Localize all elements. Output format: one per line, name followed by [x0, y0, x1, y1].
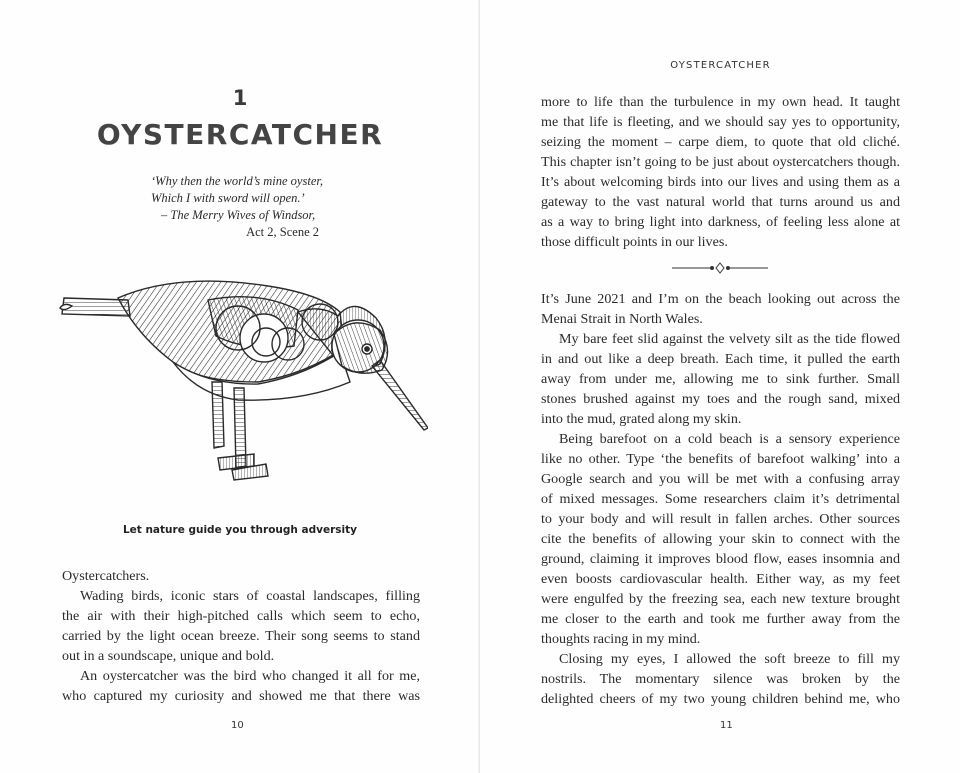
text-line: Oystercatchers. — [62, 568, 150, 584]
text-line: me that life is fleeting, and we should say yes to opportunity, — [541, 114, 900, 130]
chapter-number: 1 — [232, 86, 248, 110]
text-line: out in a soundscape, unique and bold. — [62, 648, 275, 664]
text-line: Menai Strait in North Wales. — [541, 311, 703, 327]
text-line: away from under me, allowing me to sink further. Small — [541, 371, 900, 387]
epigraph — [151, 173, 331, 241]
text-line: to your body and will result in fallen arches. Other sources — [541, 511, 900, 527]
text-line: like no other. Type ‘the benefits of barefoot walking’ into a — [541, 451, 900, 467]
text-line: Wading birds, iconic stars of coastal landscapes, filling — [80, 588, 420, 604]
text-line: into the mud, grated along my skin. — [541, 411, 742, 427]
text-line: It’s about welcoming birds into our lives and using them as a — [541, 174, 900, 190]
running-head: OYSTERCATCHER — [670, 60, 771, 71]
text-line: An oystercatcher was the bird who changed it all for me, — [80, 668, 420, 684]
epigraph-attribution: – The Merry Wives of Windsor, — [161, 208, 316, 222]
section-divider-ornament — [670, 262, 770, 274]
text-line: Being barefoot on a cold beach is a sensory experience — [559, 431, 900, 447]
epigraph-line: ‘Why then the world’s mine oyster, — [151, 174, 323, 188]
text-line: Closing my eyes, I allowed the soft breeze to fill my — [559, 651, 900, 667]
text-line: delighted cheers of my two young children behind me, who — [541, 691, 900, 707]
right-body-text-top — [541, 92, 900, 252]
text-line: thoughts racing in my mind. — [541, 631, 701, 647]
text-line: nostrils. The momentary silence was broken by the — [541, 671, 900, 687]
illustration-caption: Let nature guide you through adversity — [122, 524, 358, 536]
text-line: stones brushed against my toes and the rough sand, mixed — [541, 391, 900, 407]
text-line: My bare feet slid against the velvety silt as the tide flowed — [559, 331, 900, 347]
text-line: more to life than the turbulence in my own head. It taught — [541, 94, 900, 110]
text-line: as a way to bring light into darkness, of feeling less alone at — [541, 214, 900, 230]
text-line: those difficult points in our lives. — [541, 234, 728, 250]
chapter-title: OYSTERCATCHER — [96, 118, 384, 151]
epigraph-line: Which I with sword will open.’ — [151, 191, 305, 205]
text-line: It’s June 2021 and I’m on the beach looking out across the — [541, 291, 900, 307]
right-body-text-bottom — [541, 289, 900, 709]
text-line: This chapter isn’t going to be just about oystercatchers though. — [541, 154, 900, 170]
text-line: seizing the moment – carpe diem, to quote that old cliché. — [541, 134, 900, 150]
left-body-text — [62, 566, 420, 706]
text-line: cite the benefits of allowing your skin to connect with the — [541, 531, 900, 547]
text-line: who captured my curiosity and showed me that there was — [62, 688, 420, 704]
text-line: even boosts cardiovascular health. Either way, as my feet — [541, 571, 900, 587]
text-line: in and out like a deep breath. Each time, it pulled the earth — [541, 351, 900, 367]
text-line: gateway to the vast natural world that turns around us and — [541, 194, 900, 210]
text-line: of mixed messages. Some researchers claim it’s detrimental — [541, 491, 900, 507]
oystercatcher-bird-illustration — [58, 270, 428, 500]
text-line: me closer to the earth and took me further away from the — [541, 611, 900, 627]
text-line: were engulfed by the freezing sea, each new texture brought — [541, 591, 900, 607]
page-number: 10 — [231, 720, 244, 731]
page-number: 11 — [720, 720, 733, 731]
text-line: carried by the light ocean breeze. Their song seems to stand — [62, 628, 420, 644]
text-line: ground, claiming it improves blood flow, eases insomnia and — [541, 551, 900, 567]
text-line: the air with their high-pitched calls which seem to echo, — [62, 608, 420, 624]
text-line: Google search and you will be met with a confusing array — [541, 471, 900, 487]
epigraph-attribution-act: Act 2, Scene 2 — [246, 225, 319, 239]
